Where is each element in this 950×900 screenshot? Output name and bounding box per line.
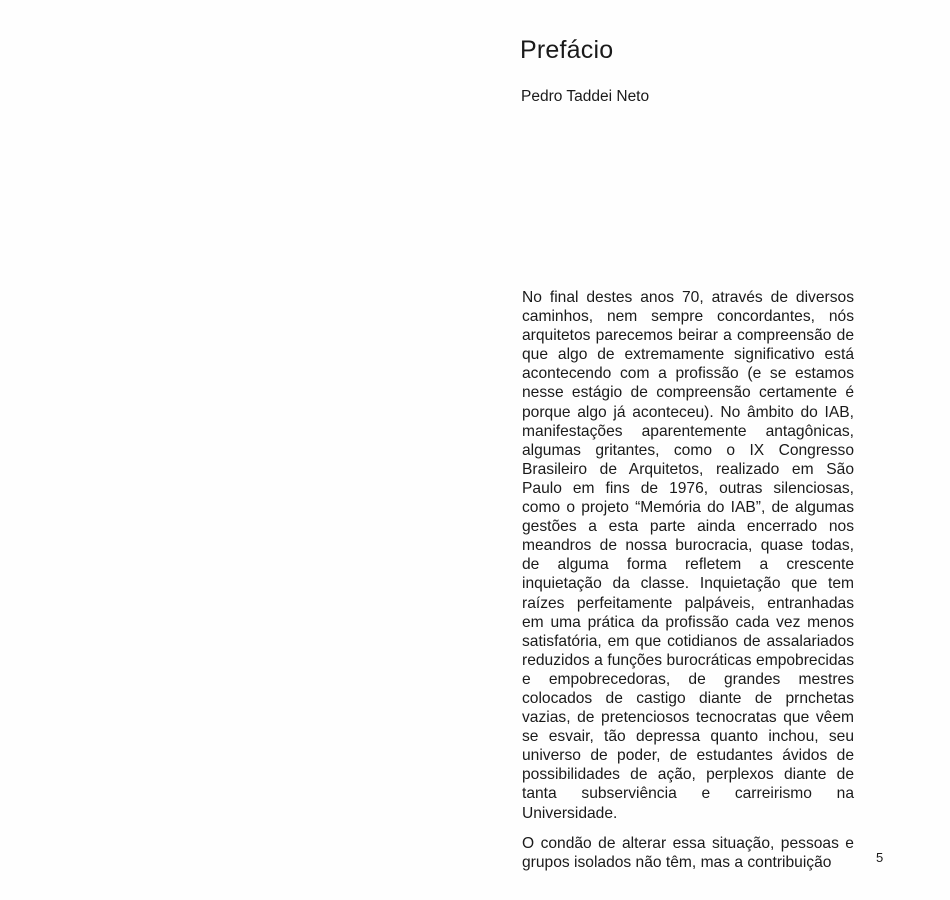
page-number: 5 <box>876 850 884 865</box>
author-name: Pedro Taddei Neto <box>521 88 650 105</box>
page-title: Prefácio <box>520 36 614 64</box>
body-text <box>522 288 854 883</box>
paragraph: O condão de alterar essa situação, pessoas e grupos isolados não têm, mas a contribuição <box>522 834 854 871</box>
paragraph: No final destes anos 70, através de diversos caminhos, nem sempre concordantes, nós arquitetos parecemos beirar a compreensão de que algo de extremamente significativo está acontecendo com a profissão (e se estamos nesse estágio de compreensão certamente é porque algo já aconteceu). No âmbito do IAB, manifestações aparentemente antagônicas, algumas gritantes, como o IX Congresso Brasileiro de Arquitetos, realizado em São Paulo em fins de 1976, outras silenciosas, como o projeto “Memória do IAB”, de algumas gestões a esta parte ainda encerrado nos meandros de nossa burocracia, quase todas, de alguma forma refletem a crescente inquietação da classe. Inquietação que tem raízes perfeitamente palpáveis, entranhadas em uma prática da profissão cada vez menos satisfatória, em que cotidianos de assalariados reduzidos a funções burocráticas empobrecidas e empobrecedoras, de grandes mestres colocados de castigo diante de prnchetas vazias, de pretenciosos tecnocratas que vêem se esvair, tão depressa quanto inchou, seu universo de poder, de estudantes ávidos de possibilidades de ação, perplexos diante de tanta subserviência e carreirismo na Universidade. <box>522 289 854 822</box>
